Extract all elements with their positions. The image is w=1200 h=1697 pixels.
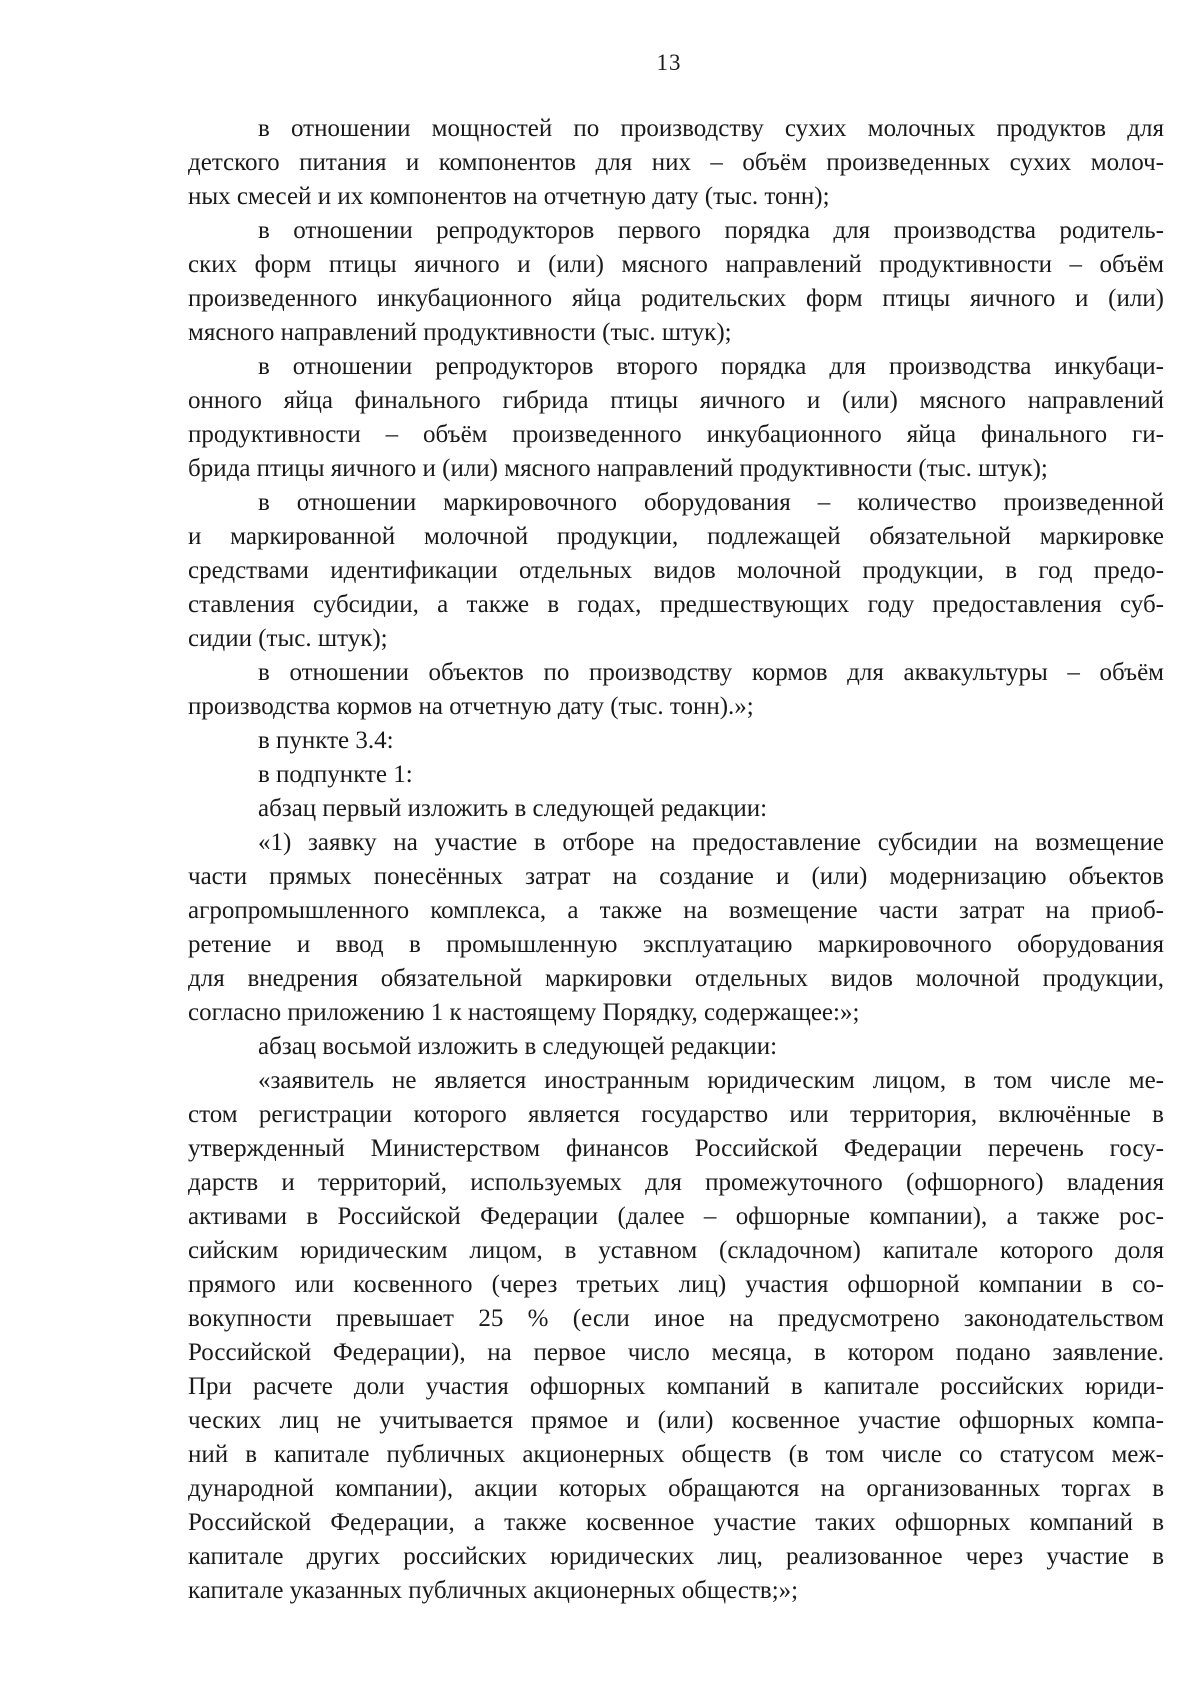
text-line: Российской Федерации, а также косвенное участие таких офшорных компаний в	[188, 1509, 1164, 1536]
text-line: капитале указанных публичных акционерных обществ;»;	[188, 1577, 799, 1604]
text-line: вокупности превышает 25 % (если иное на предусмотрено законодательством	[188, 1305, 1164, 1332]
text-line: Российской Федерации), на первое число месяца, в котором подано заявление.	[188, 1339, 1164, 1366]
paragraph-first-line: в пункте 3.4:	[258, 727, 394, 754]
paragraph-first-line: в подпункте 1:	[258, 761, 413, 788]
text-line: продуктивности – объём произведенного инкубационного яйца финального ги-	[188, 421, 1164, 448]
text-line: произведенного инкубационного яйца родительских форм птицы яичного и (или)	[188, 285, 1164, 312]
text-line: ческих лиц не учитывается прямое и (или) косвенное участие офшорных компа-	[188, 1407, 1164, 1434]
text-line: активами в Российской Федерации (далее – офшорные компании), а также рос-	[188, 1203, 1164, 1230]
text-line: При расчете доли участия офшорных компаний в капитале российских юриди-	[188, 1373, 1164, 1400]
text-line: согласно приложению 1 к настоящему Порядку, содержащее:»;	[188, 999, 860, 1026]
text-line: ставления субсидии, а также в годах, предшествующих году предоставления суб-	[188, 591, 1164, 618]
text-line: дународной компании), акции которых обращаются на организованных торгах в	[188, 1475, 1164, 1502]
text-line: ских форм птицы яичного и (или) мясного направлений продуктивности – объём	[188, 251, 1164, 278]
text-line: капитале других российских юридических лиц, реализованное через участие в	[188, 1543, 1164, 1570]
paragraph-first-line: в отношении мощностей по производству сухих молочных продуктов для	[258, 115, 1164, 142]
paragraph-first-line: в отношении маркировочного оборудования – количество произведенной	[258, 489, 1164, 516]
text-line: ретение и ввод в промышленную эксплуатацию маркировочного оборудования	[188, 931, 1164, 958]
text-line: стом регистрации которого является государство или территория, включённые в	[188, 1101, 1164, 1128]
text-line: брида птицы яичного и (или) мясного направлений продуктивности (тыс. штук);	[188, 455, 1048, 482]
paragraph-first-line: абзац восьмой изложить в следующей редакции:	[258, 1033, 778, 1060]
paragraph-first-line: в отношении объектов по производству кормов для аквакультуры – объём	[258, 659, 1164, 686]
text-line: сидии (тыс. штук);	[188, 625, 388, 652]
paragraph-first-line: в отношении репродукторов первого порядка для производства родитель-	[258, 217, 1164, 244]
text-line: детского питания и компонентов для них – объём произведенных сухих молоч-	[188, 149, 1164, 176]
text-line: и маркированной молочной продукции, подлежащей обязательной маркировке	[188, 523, 1164, 550]
text-line: мясного направлений продуктивности (тыс. штук);	[188, 319, 732, 346]
text-line: онного яйца финального гибрида птицы яичного и (или) мясного направлений	[188, 387, 1164, 414]
paragraph-first-line: «заявитель не является иностранным юридическим лицом, в том числе ме-	[258, 1067, 1164, 1094]
text-line: части прямых понесённых затрат на создание и (или) модернизацию объектов	[188, 863, 1164, 890]
paragraph-first-line: абзац первый изложить в следующей редакции:	[258, 795, 768, 822]
text-line: производства кормов на отчетную дату (тыс. тонн).»;	[188, 693, 754, 720]
text-line: агропромышленного комплекса, а также на возмещение части затрат на приоб-	[188, 897, 1164, 924]
text-line: дарств и территорий, используемых для промежуточного (офшорного) владения	[188, 1169, 1164, 1196]
paragraph-first-line: в отношении репродукторов второго порядка для производства инкубаци-	[258, 353, 1164, 380]
document-body	[188, 112, 1164, 1608]
page-number: 13	[656, 50, 682, 75]
text-line: для внедрения обязательной маркировки отдельных видов молочной продукции,	[188, 965, 1164, 992]
paragraph-first-line: «1) заявку на участие в отборе на предоставление субсидии на возмещение	[258, 829, 1164, 856]
text-line: сийским юридическим лицом, в уставном (складочном) капитале которого доля	[188, 1237, 1164, 1264]
text-line: средствами идентификации отдельных видов молочной продукции, в год предо-	[188, 557, 1164, 584]
text-line: прямого или косвенного (через третьих лиц) участия офшорной компании в со-	[188, 1271, 1164, 1298]
text-line: утвержденный Министерством финансов Российской Федерации перечень госу-	[188, 1135, 1164, 1162]
text-line: ний в капитале публичных акционерных обществ (в том числе со статусом меж-	[188, 1441, 1164, 1468]
text-line: ных смесей и их компонентов на отчетную дату (тыс. тонн);	[188, 183, 830, 210]
